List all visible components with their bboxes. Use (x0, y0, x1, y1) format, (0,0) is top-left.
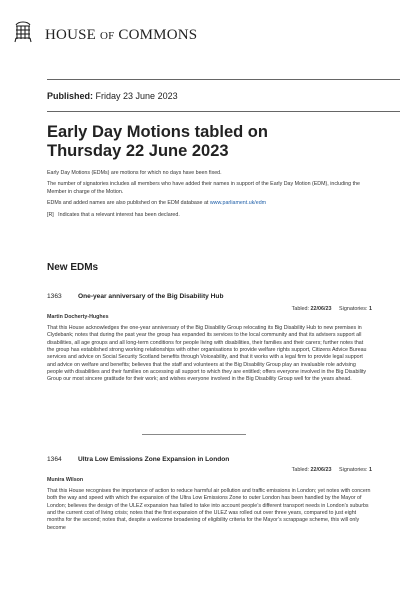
edm-title: One-year anniversary of the Big Disability Hub (78, 293, 224, 300)
tabled-date: 22/06/23 (310, 467, 332, 473)
edm-author: Munira Wilson (47, 477, 84, 483)
tabled-date: 22/06/23 (310, 306, 332, 312)
section-heading-new-edms: New EDMs (47, 262, 99, 273)
house-title (45, 27, 197, 44)
edm-motion-text: That this House acknowledges the one-year anniversary of the Big Disability Group relocating its Big Disability Hub to new premises in Clydebank; notes that during the past year the group has expanded its services to the local community and that its advisers support all disabilities, all age groups and all long-term conditions for people living with disabilities, their families and their carers; further notes that the group has established strong working relationships with other organisations to provide welfare rights support, Citizens Advice Bureau services and advice on Social Security Scotland benefits through Voiceability, and that it works with a legal firm to provide legal support and advice on welfare and benefits; believes that the staff and volunteers at the Big Disability Group play an invaluable role advising people with disabilities and their families on accessing all support to which they are entitled; offers everyone involved in the Big Disability Group our most sincere gratitude for their work; and wishes everyone involved in the Big Disability Group well for the years ahead. (47, 325, 367, 383)
tabled-label: Tabled: (291, 306, 310, 312)
edm-heading (47, 456, 372, 466)
edm-item (47, 293, 372, 383)
edm-motion-text: That this House recognises the importance of action to reduce harmful air pollution and traffic emissions in London; yet notes with concern both the way and speed with which the expansion of the Ultra Low Emissions Zone to outer London has been handled by the Mayor of London; believes the design of the ULEZ expansion has failed to take into account people’s different transport needs in London’s suburbs and the current cost of living crisis; notes that the first expansion of the ULEZ was rolled out over three years, compared to just eight months for the second; notes that, despite a welcome broadening of eligibility criteria for the Mayor’s scrappage scheme, this will only become (47, 488, 371, 531)
edm-author: Martin Docherty-Hughes (47, 314, 109, 320)
intro-paragraph-1: Early Day Motions (EDMs) are motions for which no days have been fixed. (47, 170, 222, 176)
header (0, 0, 400, 70)
tabled-label: Tabled: (291, 467, 310, 473)
signatories-count: 1 (369, 306, 372, 312)
second-rule (47, 111, 400, 112)
page-title (47, 123, 377, 161)
edm-tabled-info (292, 467, 372, 473)
house-title-part-1: HOUSE (45, 27, 97, 43)
edm-tabled-info (292, 306, 372, 312)
intro-notes (47, 170, 377, 223)
edm-separator (142, 434, 246, 435)
top-rule (47, 79, 400, 80)
published-line (47, 91, 178, 101)
published-date: Friday 23 June 2023 (95, 91, 178, 101)
intro-paragraph-2: The number of signatories includes all members who have added their names in support of the Early Day Motion (EDM), including the Member in charge of the Motion. (47, 181, 360, 195)
published-label: Published: (47, 91, 94, 101)
house-title-part-2: COMMONS (118, 27, 198, 43)
page-title-line-1: Early Day Motions tabled on (47, 123, 268, 141)
signatories-label: Signatories: (339, 306, 368, 312)
edm-title: Ultra Low Emissions Zone Expansion in London (78, 456, 230, 463)
edm-heading (47, 293, 372, 303)
edm-number: 1364 (47, 456, 62, 463)
signatories-count: 1 (369, 467, 372, 473)
house-title-of: OF (99, 30, 115, 42)
signatories-label: Signatories: (339, 467, 368, 473)
page-title-line-2: Thursday 22 June 2023 (47, 142, 229, 160)
intro-paragraph-3 (47, 200, 377, 207)
intro-paragraph-3-text: EDMs and added names are also published on the EDM database at (47, 200, 210, 207)
portcullis-icon (14, 21, 32, 43)
intro-paragraph-4: [R] Indicates that a relevant interest has been declared. (47, 211, 180, 218)
edm-item (47, 456, 372, 531)
edm-database-link[interactable]: www.parliament.uk/edm (209, 200, 267, 207)
edm-number: 1363 (47, 293, 62, 300)
